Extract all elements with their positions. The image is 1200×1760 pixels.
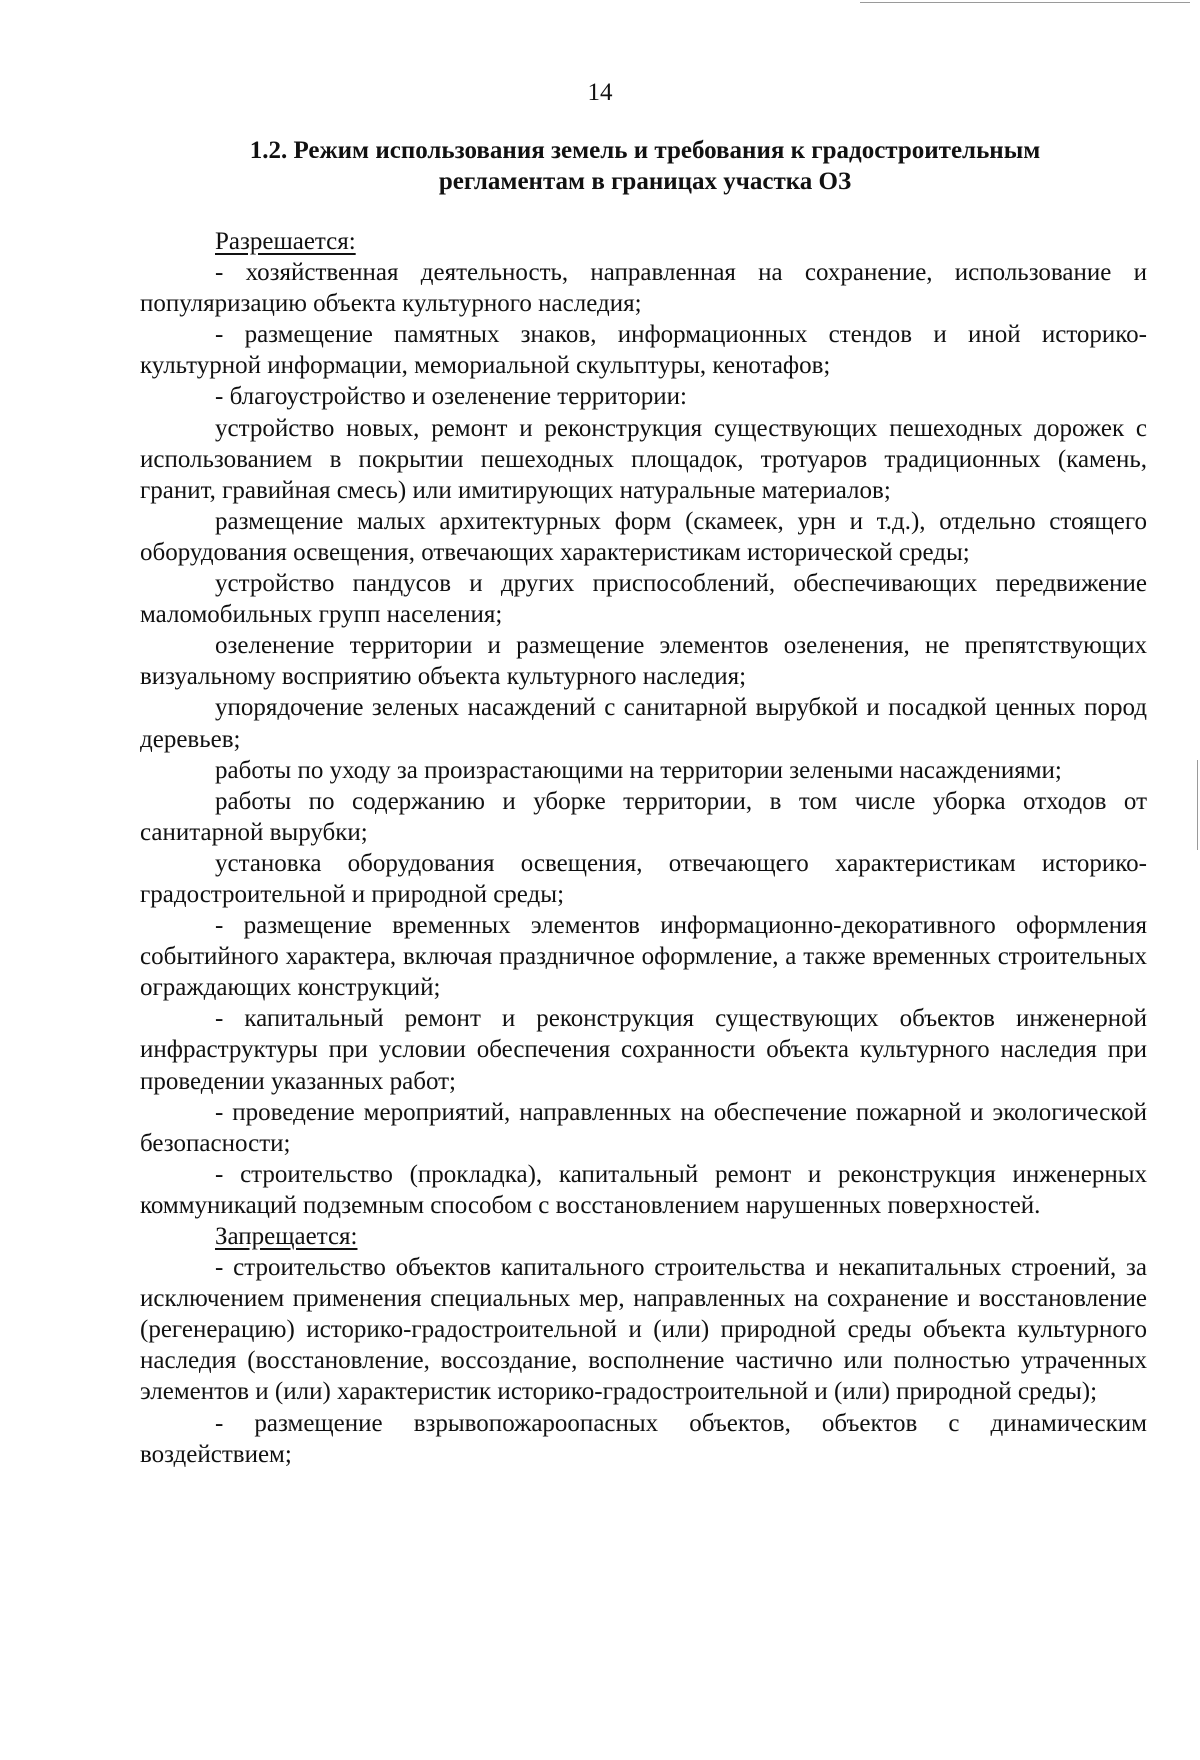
allowed-item: работы по содержанию и уборке территории, в том числе уборка отходов от санитарной вырубки; — [140, 787, 1147, 846]
allowed-item: - хозяйственная деятельность, направленная на сохранение, использование и популяризацию объекта культурного наследия; — [140, 259, 1147, 318]
allowed-item: - проведение мероприятий, направленных на обеспечение пожарной и экологической безопасности; — [140, 1098, 1147, 1157]
section-title-line-1: 1.2. Режим использования земель и требования к градостроительным — [249, 137, 1041, 164]
allowed-item: - размещение временных элементов информационно-декоративного оформления событийного характера, включая праздничное оформление, а также временных строительных ограждающих конструкций; — [140, 912, 1147, 1002]
allowed-item: работы по уходу за произрастающими на территории зелеными насаждениями; — [215, 756, 1062, 784]
forbidden-item: - размещение взрывопожароопасных объектов, объектов с динамическим воздействием; — [140, 1409, 1147, 1468]
allowed-item: устройство новых, ремонт и реконструкция существующих пешеходных дорожек с использованием в покрытии пешеходных площадок, тротуаров традиционных (камень, гранит, гравийная смесь) или имитирующих натуральные материалов; — [140, 414, 1147, 504]
allowed-item: установка оборудования освещения, отвечающего характеристикам историко-градостроительной и природной среды; — [140, 849, 1147, 908]
allowed-item: размещение малых архитектурных форм (скамеек, урн и т.д.), отдельно стоящего оборудования освещения, отвечающих характеристикам исторической среды; — [140, 507, 1147, 566]
scan-line-right — [1197, 760, 1198, 850]
page-number: 14 — [587, 79, 613, 106]
allowed-item: устройство пандусов и других приспособлений, обеспечивающих передвижение маломобильных групп населения; — [140, 570, 1147, 629]
allowed-item: - капитальный ремонт и реконструкция существующих объектов инженерной инфраструктуры при условии обеспечения сохранности объекта культурного наследия при проведении указанных работ; — [140, 1005, 1147, 1095]
forbidden-heading: Запрещается: — [215, 1223, 358, 1250]
allowed-item: - благоустройство и озеленение территории: — [215, 383, 687, 411]
allowed-heading: Разрешается: — [215, 228, 356, 255]
allowed-item: упорядочение зеленых насаждений с санитарной вырубкой и посадкой ценных пород деревьев; — [140, 694, 1147, 753]
document-body — [140, 226, 1147, 1470]
forbidden-item: - строительство объектов капитального строительства и некапитальных строений, за исключением применения специальных мер, направленных на сохранение и восстановление (регенерацию) историко-градостроительной и (или) природной среды объекта культурного наследия (восстановление, воссоздание, восполнение частично или полностью утраченных элементов и (или) характеристик историко-градостроительной и (или) природной среды); — [140, 1254, 1147, 1406]
section-title — [140, 135, 1150, 197]
allowed-item: - размещение памятных знаков, информационных стендов и иной историко-культурной информации, мемориальной скульптуры, кенотафов; — [140, 321, 1147, 380]
scan-line-top — [860, 2, 1190, 3]
section-title-line-2: регламентам в границах участка ОЗ — [438, 168, 852, 195]
allowed-item: - строительство (прокладка), капитальный ремонт и реконструкция инженерных коммуникаций подземным способом с восстановлением нарушенных поверхностей. — [140, 1160, 1147, 1219]
allowed-item: озеленение территории и размещение элементов озеленения, не препятствующих визуальному восприятию объекта культурного наследия; — [140, 632, 1147, 691]
